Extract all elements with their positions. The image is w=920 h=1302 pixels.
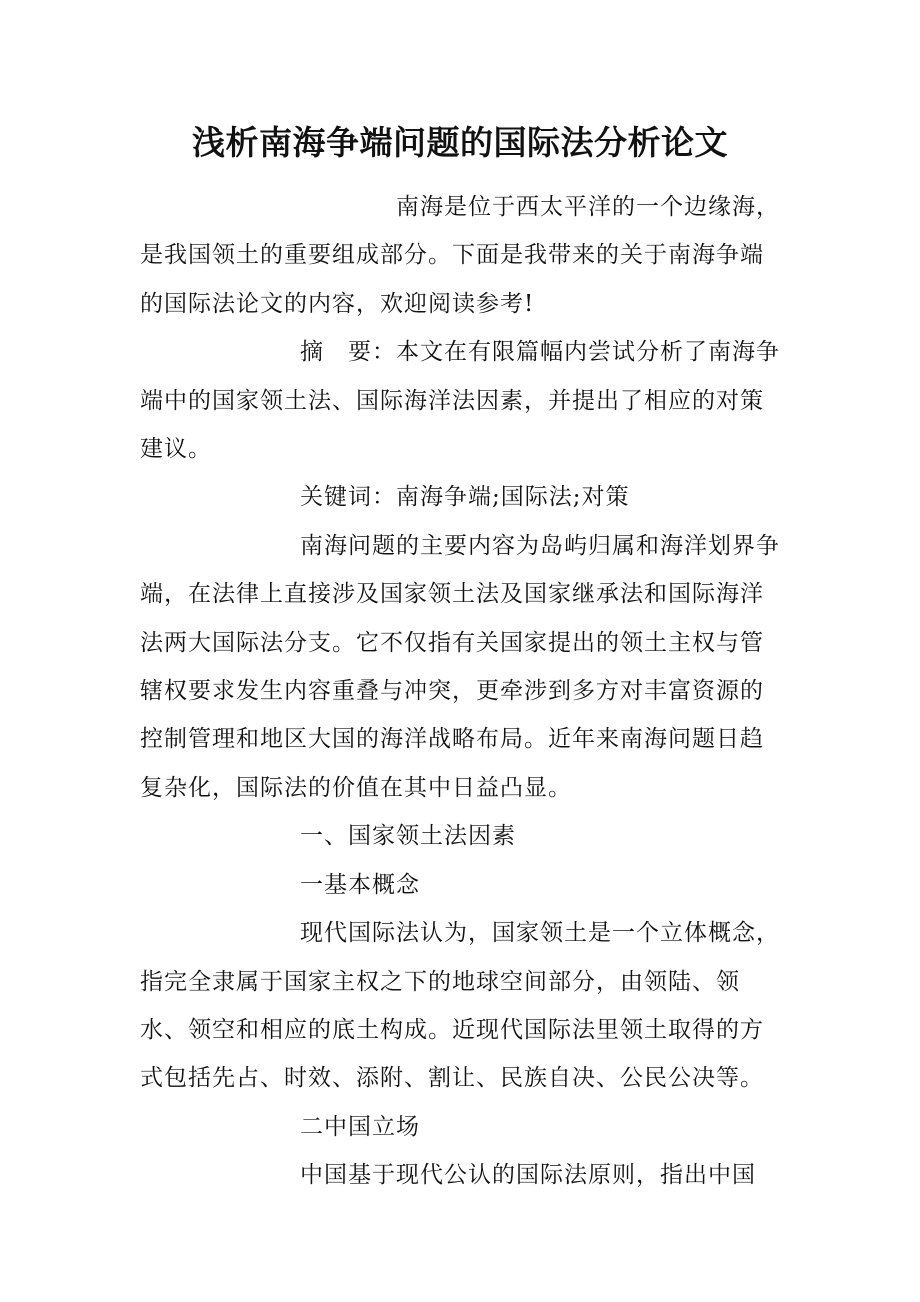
subsection-heading: 二中国立场 xyxy=(300,1113,420,1140)
body-paragraph: 中国基于现代公认的国际法原则，指出中国 xyxy=(300,1162,756,1189)
body-paragraph: 现代国际法认为，国家领土是一个立体概念，指完全隶属于国家主权之下的地球空间部分，由领陆、领水、领空和相应的底土构成。近现代国际法里领土取得的方式包括先占、时效、添附、割让、民族自决、公民公决等。 xyxy=(140,920,780,1092)
document-title: 浅析南海争端问题的国际法分析论文 xyxy=(192,123,728,162)
section-heading: 一、国家领土法因素 xyxy=(300,823,516,850)
body-paragraph: 南海问题的主要内容为岛屿归属和海洋划界争端，在法律上直接涉及国家领土法及国家继承法和国际海洋法两大国际法分支。它不仅指有关国家提出的领土主权与管辖权要求发生内容重叠与冲突，更牵涉到多方对丰富资源的控制管理和地区大国的海洋战略布局。近年来南海问题日趋复杂化，国际法的价值在其中日益凸显。 xyxy=(140,532,780,801)
subsection-heading: 一基本概念 xyxy=(300,871,420,898)
document-body xyxy=(140,183,780,1200)
abstract-paragraph: 摘 要：本文在有限篇幅内尝试分析了南海争端中的国家领土法、国际海洋法因素，并提出了相应的对策建议。 xyxy=(140,339,780,463)
intro-paragraph: 南海是位于西太平洋的一个边缘海，是我国领土的重要组成部分。下面是我带来的关于南海争端的国际法论文的内容，欢迎阅读参考! xyxy=(140,194,780,317)
keywords-line: 关键词：南海争端;国际法;对策 xyxy=(300,484,630,511)
